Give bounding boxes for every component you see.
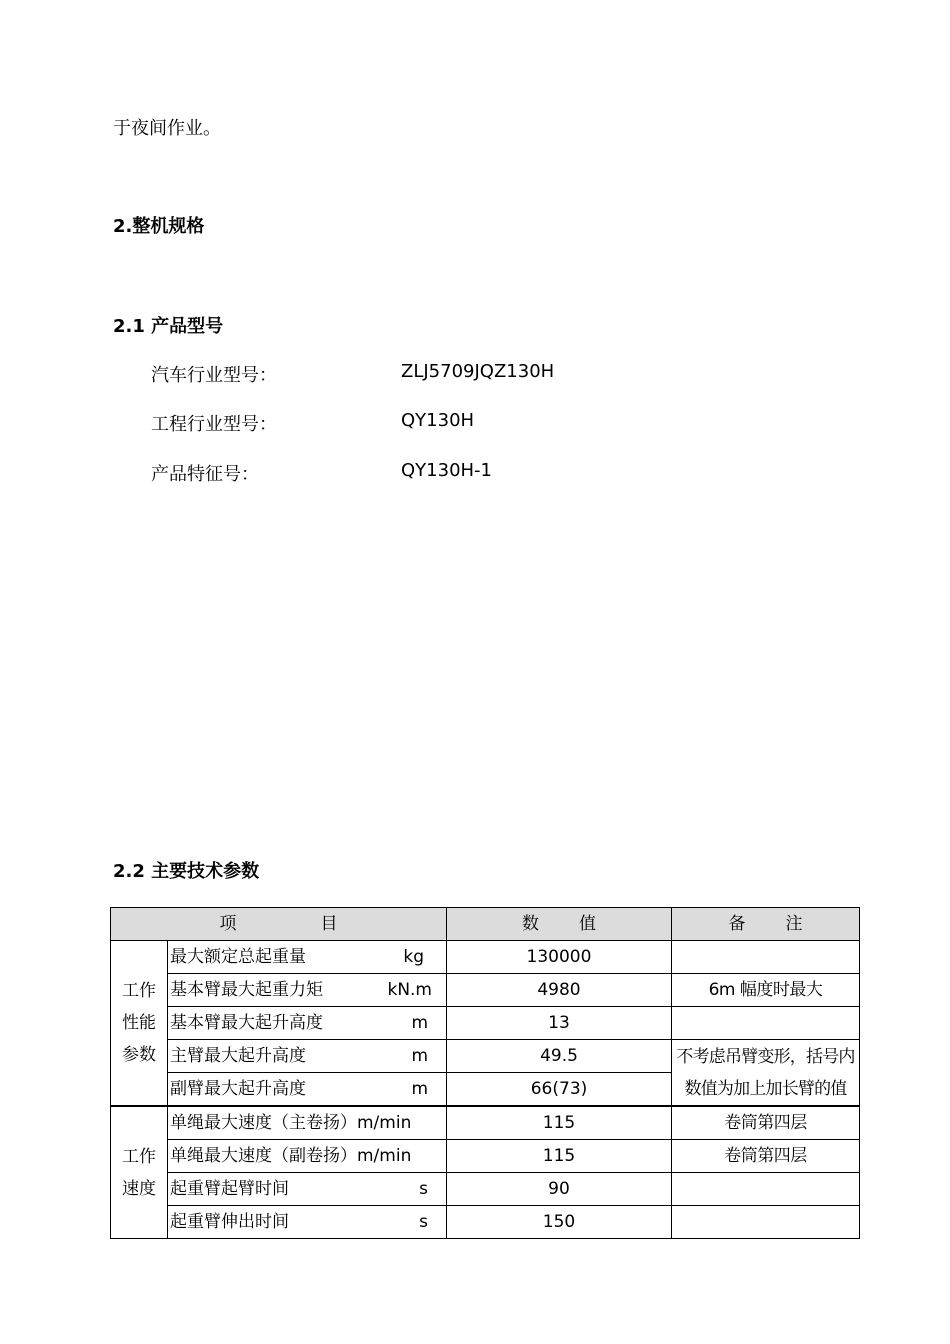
value-cell: 115 xyxy=(447,1140,672,1173)
model-label-feature: 产品特征号： xyxy=(151,464,259,485)
note-cell: 卷筒第四层 xyxy=(672,1106,860,1140)
note-cell xyxy=(672,1173,860,1206)
item-cell xyxy=(168,1106,447,1140)
item-text: 副臂最大起升高度 xyxy=(170,1079,306,1099)
model-value-feature: QY130H-1 xyxy=(401,460,493,481)
table-row xyxy=(111,1007,860,1040)
section-heading-2: 2.整机规格 xyxy=(113,216,205,237)
item-cell xyxy=(168,1073,447,1107)
value-cell: 4980 xyxy=(447,974,672,1007)
item-cell xyxy=(168,1173,447,1206)
table-row xyxy=(111,974,860,1007)
item-cell xyxy=(168,1040,447,1073)
table-row xyxy=(111,1140,860,1173)
note-cell xyxy=(672,1007,860,1040)
group-text: 工作 xyxy=(122,1146,156,1167)
group-cell-performance xyxy=(111,941,168,1107)
header-item-char-b: 目 xyxy=(320,914,338,934)
item-cell xyxy=(168,974,447,1007)
table-row xyxy=(111,941,860,974)
note-cell xyxy=(672,941,860,974)
note-cell: 6m 幅度时最大 xyxy=(672,974,860,1007)
group-text: 工作 xyxy=(122,981,156,1001)
table-row xyxy=(111,1173,860,1206)
value-cell: 49.5 xyxy=(447,1040,672,1073)
item-text: 主臂最大起升高度 xyxy=(170,1046,306,1066)
header-item xyxy=(111,908,447,941)
group-text: 参数 xyxy=(122,1045,156,1065)
item-cell xyxy=(168,941,447,974)
table-row xyxy=(111,1040,860,1073)
item-cell xyxy=(168,1206,447,1239)
value-cell: 66(73) xyxy=(447,1073,672,1107)
table-row xyxy=(111,1206,860,1239)
value-cell: 13 xyxy=(447,1007,672,1040)
item-text: 单绳最大速度（副卷扬）m/min xyxy=(170,1146,412,1166)
header-value xyxy=(447,908,672,941)
header-note xyxy=(672,908,860,941)
note-cell: 卷筒第四层 xyxy=(672,1140,860,1173)
header-note-char-a: 备 xyxy=(728,914,746,934)
header-value-char-b: 值 xyxy=(579,914,596,934)
value-cell: 130000 xyxy=(447,941,672,974)
section-heading-2-1: 2.1 产品型号 xyxy=(113,316,224,337)
unit-text: m xyxy=(411,1079,428,1099)
group-text: 速度 xyxy=(122,1178,156,1199)
item-text: 最大额定总起重量 xyxy=(170,947,306,967)
unit-text: m xyxy=(411,1013,428,1033)
model-label-auto: 汽车行业型号： xyxy=(151,365,277,386)
note-cell-merged: 不考虑吊臂变形，括号内数值为加上加长臂的值 xyxy=(672,1040,860,1107)
table-header-row xyxy=(111,908,860,941)
unit-text: kg xyxy=(403,947,424,967)
value-cell: 150 xyxy=(447,1206,672,1239)
intro-text: 于夜间作业。 xyxy=(113,118,221,139)
model-value-auto: ZLJ5709JQZ130H xyxy=(401,361,555,382)
value-cell: 90 xyxy=(447,1173,672,1206)
item-text: 基本臂最大起重力矩 xyxy=(170,980,323,1000)
spec-table xyxy=(110,907,860,1239)
unit-text: s xyxy=(419,1212,428,1232)
group-text: 性能 xyxy=(122,1013,156,1033)
item-cell xyxy=(168,1007,447,1040)
item-text: 单绳最大速度（主卷扬）m/min xyxy=(170,1113,412,1133)
model-label-engineering: 工程行业型号： xyxy=(151,414,277,435)
note-cell xyxy=(672,1206,860,1239)
header-note-char-b: 注 xyxy=(785,914,803,934)
item-text: 起重臂伸出时间 xyxy=(170,1212,289,1232)
item-cell xyxy=(168,1140,447,1173)
model-value-engineering: QY130H xyxy=(401,410,475,431)
value-cell: 115 xyxy=(447,1106,672,1140)
unit-text: m xyxy=(411,1046,428,1066)
header-item-char-a: 项 xyxy=(219,914,237,934)
item-text: 基本臂最大起升高度 xyxy=(170,1013,323,1033)
unit-text: s xyxy=(419,1179,428,1199)
section-heading-2-2: 2.2 主要技术参数 xyxy=(113,861,260,882)
item-text: 起重臂起臂时间 xyxy=(170,1179,289,1199)
group-cell-speed xyxy=(111,1106,168,1239)
unit-text: kN.m xyxy=(387,980,432,1000)
table-row xyxy=(111,1106,860,1140)
header-value-char-a: 数 xyxy=(522,914,539,934)
